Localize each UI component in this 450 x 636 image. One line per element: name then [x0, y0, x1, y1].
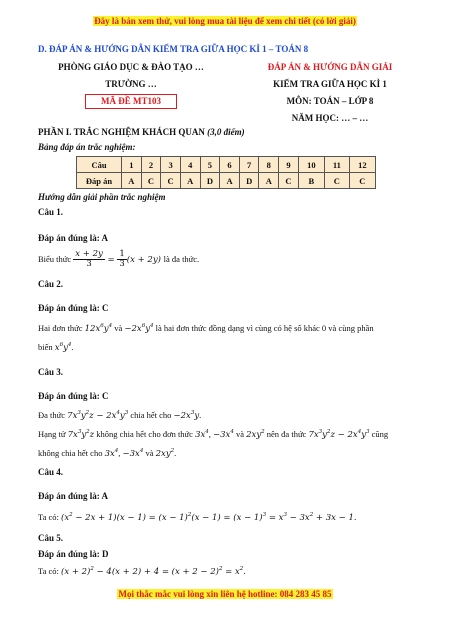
q1-answer: Đáp án đúng là: A: [38, 233, 109, 243]
answer-cell: A: [220, 173, 240, 189]
q1-explanation: Biểu thức $\frac{x + 2y}{3}$ = $\frac{1}{3}$ (x + 2y) là đa thức.: [38, 249, 200, 269]
q5-answer: Đáp án đúng là: D: [38, 549, 109, 559]
question-cell: 2: [141, 157, 161, 173]
q3-explanation-line3: không chia hết cho $3x^4$, $-3x^4$ và $2xy^2$.: [38, 448, 177, 459]
q2-answer: Đáp án đúng là: C: [38, 303, 109, 313]
answer-cell: C: [161, 173, 181, 189]
exam-code-box: MÃ ĐỀ MT103: [85, 94, 177, 109]
hotline-footer: Mọi thắc mắc vui lòng xin liên hệ hotline: 084 283 45 85: [118, 589, 332, 599]
question-cell: 1: [122, 157, 142, 173]
q4-answer: Đáp án đúng là: A: [38, 491, 109, 501]
answer-title: ĐÁP ÁN & HƯỚNG DẪN GIẢI: [267, 62, 393, 72]
q5-title: Câu 5.: [38, 533, 64, 543]
q3-explanation-line2: Hạng tử $7x^3y^2z$ không chia hết cho đơn thức $3x^4$, $-3x^4$ và $2xy^2$ nên đa thức $7x^3y^2z - 2x^4y^3$ cũng: [38, 429, 389, 440]
answer-cell: C: [279, 173, 299, 189]
question-cell: 10: [298, 157, 324, 173]
question-cell: 7: [239, 157, 259, 173]
answer-cell: A: [122, 173, 142, 189]
answer-cell: B: [298, 173, 324, 189]
answer-cell: A: [180, 173, 200, 189]
department-label: PHÒNG GIÁO DỤC & ĐÀO TẠO …: [58, 62, 204, 72]
answer-cell: D: [200, 173, 220, 189]
question-cell: 9: [279, 157, 299, 173]
q4-explanation: Ta có: $(x^2 - 2x + 1)(x - 1) = (x - 1)^2(x - 1) = (x - 1)^3 = x^3 - 3x^2 + 3x - 1$.: [38, 512, 357, 523]
q3-answer: Đáp án đúng là: C: [38, 391, 109, 401]
answer-cell: C: [349, 173, 375, 189]
part1-heading: PHẦN I. TRẮC NGHIỆM KHÁCH QUAN (3,0 điểm): [38, 127, 245, 137]
answer-cell: C: [141, 173, 161, 189]
question-cell: 3: [161, 157, 181, 173]
q2-explanation-line2: biến $x^6y^4$.: [38, 342, 74, 353]
q1-expression: $\frac{x + 2y}{3}$ = $\frac{1}{3}$ (x + 2y): [75, 249, 164, 269]
question-cell: 8: [259, 157, 279, 173]
school-label: TRƯỜNG …: [105, 79, 157, 89]
school-year: NĂM HỌC: … – …: [291, 113, 369, 123]
q2-explanation-line1: Hai đơn thức $12x^6y^4$ và $-2x^6y^4$ là hai đơn thức đồng dạng vì cùng có hệ số khác 0 và cùng phần: [38, 323, 374, 334]
subject-label: MÔN: TOÁN – LỚP 8: [286, 96, 374, 106]
guide-caption: Hướng dẫn giải phần trắc nghiệm: [38, 192, 166, 202]
q3-title: Câu 3.: [38, 367, 64, 377]
table-header-cell: Đáp án: [77, 173, 122, 189]
q3-explanation-line1: Đa thức $7x^3y^2z - 2x^4y^3$ chia hết cho $-2x^3y$.: [38, 410, 202, 421]
preview-notice: Đây là bản xem thử, vui lòng mua tài liệu để xem chi tiết (có lời giải): [94, 16, 356, 26]
answer-cell: A: [259, 173, 279, 189]
section-title: D. ĐÁP ÁN & HƯỚNG DẪN KIỂM TRA GIỮA HỌC KÌ 1 – TOÁN 8: [38, 44, 309, 54]
exam-name: KIỂM TRA GIỮA HỌC KÌ 1: [273, 79, 387, 89]
q2-title: Câu 2.: [38, 279, 64, 289]
q5-explanation: Ta có: $(x + 2)^2 - 4(x + 2) + 4 = (x + 2 - 2)^2 = x^2$.: [38, 566, 246, 577]
answer-cell: D: [239, 173, 259, 189]
question-cell: 6: [220, 157, 240, 173]
answer-cell: C: [324, 173, 349, 189]
table-caption: Bảng đáp án trắc nghiệm:: [38, 142, 136, 152]
question-cell: 5: [200, 157, 220, 173]
table-header-cell: Câu: [77, 157, 122, 173]
q1-title: Câu 1.: [38, 207, 64, 217]
question-cell: 4: [180, 157, 200, 173]
q4-title: Câu 4.: [38, 467, 64, 477]
table-row-answers: [77, 173, 376, 189]
question-cell: 11: [324, 157, 349, 173]
question-cell: 12: [349, 157, 375, 173]
table-row-questions: [77, 157, 376, 173]
answer-table: [76, 156, 376, 189]
